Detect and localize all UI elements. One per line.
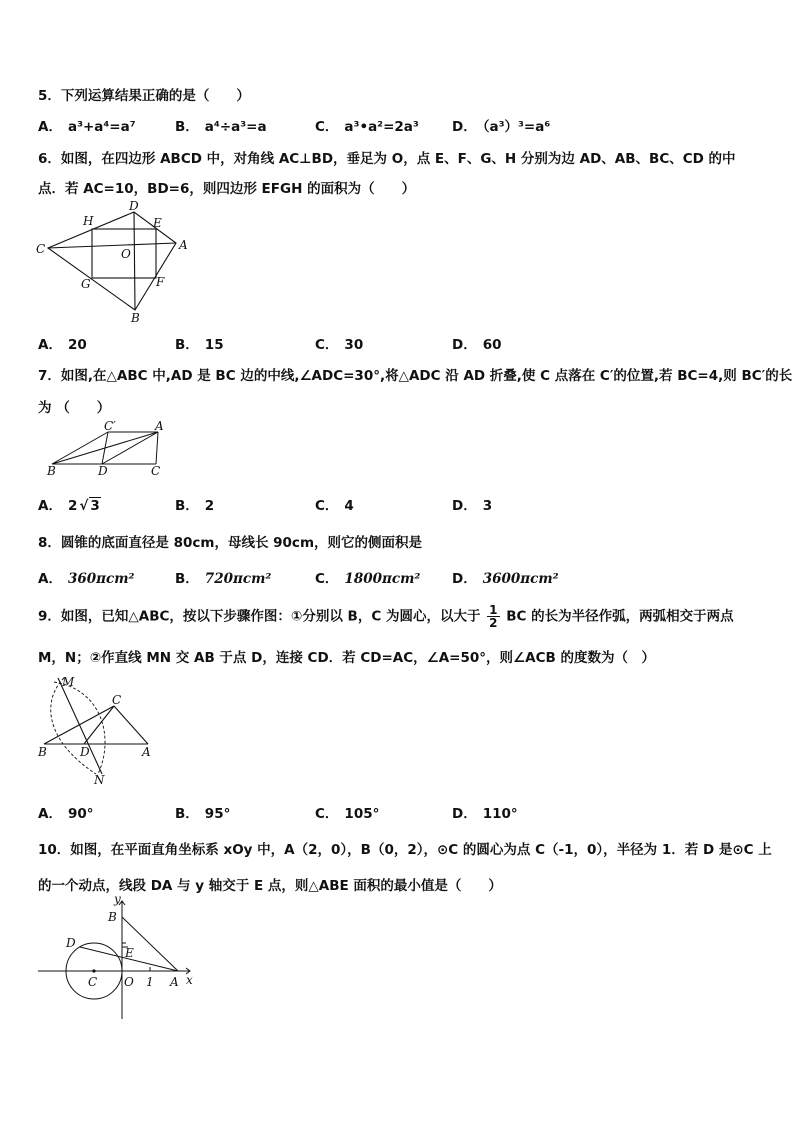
q9-option-c: C． 105° bbox=[315, 806, 380, 822]
q5-option-a: A． a³+a⁴=a⁷ bbox=[38, 119, 136, 135]
q6-stem-line1: 6．如图，在四边形 ABCD 中，对角线 AC⊥BD，垂足为 O，点 E、F、G、H 分别为边 AD、AB、BC、CD 的中 bbox=[38, 151, 736, 167]
q7-label-cprime: C′ bbox=[104, 420, 116, 433]
q9-stem-line1: 9．如图，已知△ABC，按以下步骤作图：①分别以 B，C 为圆心，以大于 $\frac{1}{2}$ BC 的长为半径作弧，两弧相交于两点 bbox=[38, 603, 734, 630]
q6-label-f: F bbox=[156, 275, 165, 289]
q5-stem: 5．下列运算结果正确的是（ ） bbox=[38, 88, 250, 104]
q6-label-o: O bbox=[121, 247, 131, 261]
q10-label-a: A bbox=[170, 975, 179, 989]
q8-stem: 8．圆锥的底面直径是 80cm，母线长 90cm，则它的侧面积是 bbox=[38, 535, 423, 551]
q6-label-b: B bbox=[131, 311, 140, 325]
q6-label-d: D bbox=[129, 199, 139, 213]
q10-label-b: B bbox=[108, 910, 117, 924]
q7-label-d: D bbox=[98, 464, 108, 478]
q10-label-d: D bbox=[66, 936, 76, 950]
q10-label-one: 1 bbox=[146, 975, 154, 989]
q6-label-e: E bbox=[153, 216, 162, 230]
q8-option-b: B． 720πcm² bbox=[175, 571, 272, 587]
q10-label-y: y bbox=[114, 895, 121, 906]
q9-label-n: N bbox=[94, 773, 105, 787]
q6-label-h: H bbox=[83, 214, 94, 228]
q6-quadrilateral-figure bbox=[30, 198, 200, 326]
q7-label-c: C bbox=[151, 464, 161, 478]
q7-label-a: A bbox=[155, 420, 164, 433]
q9-label-d: D bbox=[80, 745, 90, 759]
q10-coordinate-figure bbox=[36, 895, 198, 1023]
q6-option-a: A． 20 bbox=[38, 337, 87, 353]
q9-stem-line2: M，N；②作直线 MN 交 AB 于点 D，连接 CD．若 CD=AC，∠A=50°，则∠ACB 的度数为（ ） bbox=[38, 650, 655, 666]
q6-label-c: C bbox=[36, 242, 46, 256]
q9-construction-figure bbox=[34, 670, 164, 788]
q10-label-e: E bbox=[125, 946, 134, 960]
q7-stem-line2: 为 （ ） bbox=[38, 400, 111, 416]
q9-option-b: B． 95° bbox=[175, 806, 231, 822]
q9-label-m: M bbox=[62, 675, 75, 689]
q5-option-d: D． （a³）³=a⁶ bbox=[452, 119, 551, 135]
q9-label-c: C bbox=[112, 693, 122, 707]
q10-stem-line1: 10．如图，在平面直角坐标系 xOy 中，A（2，0），B（0，2），⊙C 的圆心为点 C（-1，0），半径为 1．若 D 是⊙C 上 bbox=[38, 842, 772, 858]
q7-option-a: A． 2 √ 3 bbox=[38, 498, 100, 514]
q7-label-b: B bbox=[47, 464, 56, 478]
q7-option-b: B． 2 bbox=[175, 498, 215, 514]
q10-label-c: C bbox=[88, 975, 98, 989]
q6-label-g: G bbox=[81, 277, 91, 291]
q8-option-a: A． 360πcm² bbox=[38, 571, 135, 587]
q9-option-d: D． 110° bbox=[452, 806, 518, 822]
q7-stem-line1: 7．如图,在△ABC 中,AD 是 BC 边的中线,∠ADC=30°,将△ADC 沿 AD 折叠,使 C 点落在 C′的位置,若 BC=4,则 BC′的长 bbox=[38, 368, 793, 384]
q10-label-x: x bbox=[186, 973, 193, 987]
q7-option-d: D． 3 bbox=[452, 498, 493, 514]
q9-option-a: A． 90° bbox=[38, 806, 94, 822]
q8-option-d: D． 3600πcm² bbox=[452, 571, 559, 587]
q5-option-c: C． a³•a²=2a³ bbox=[315, 119, 419, 135]
q9-label-b: B bbox=[38, 745, 47, 759]
q9-label-a: A bbox=[142, 745, 151, 759]
q6-option-c: C． 30 bbox=[315, 337, 364, 353]
q8-option-c: C． 1800πcm² bbox=[315, 571, 421, 587]
q5-option-b: B． a⁴÷a³=a bbox=[175, 119, 267, 135]
q6-option-d: D． 60 bbox=[452, 337, 502, 353]
q9-fraction: $\frac{1}{2}$ bbox=[489, 603, 498, 630]
q10-label-o: O bbox=[124, 975, 134, 989]
q6-label-a: A bbox=[179, 238, 188, 252]
q10-stem-line2: 的一个动点，线段 DA 与 y 轴交于 E 点，则△ABE 面积的最小值是（ ） bbox=[38, 878, 502, 894]
q7-option-c: C． 4 bbox=[315, 498, 354, 514]
q7-triangle-figure bbox=[44, 420, 174, 480]
q6-option-b: B． 15 bbox=[175, 337, 224, 353]
q6-stem-line2: 点．若 AC=10，BD=6，则四边形 EFGH 的面积为（ ） bbox=[38, 181, 416, 197]
